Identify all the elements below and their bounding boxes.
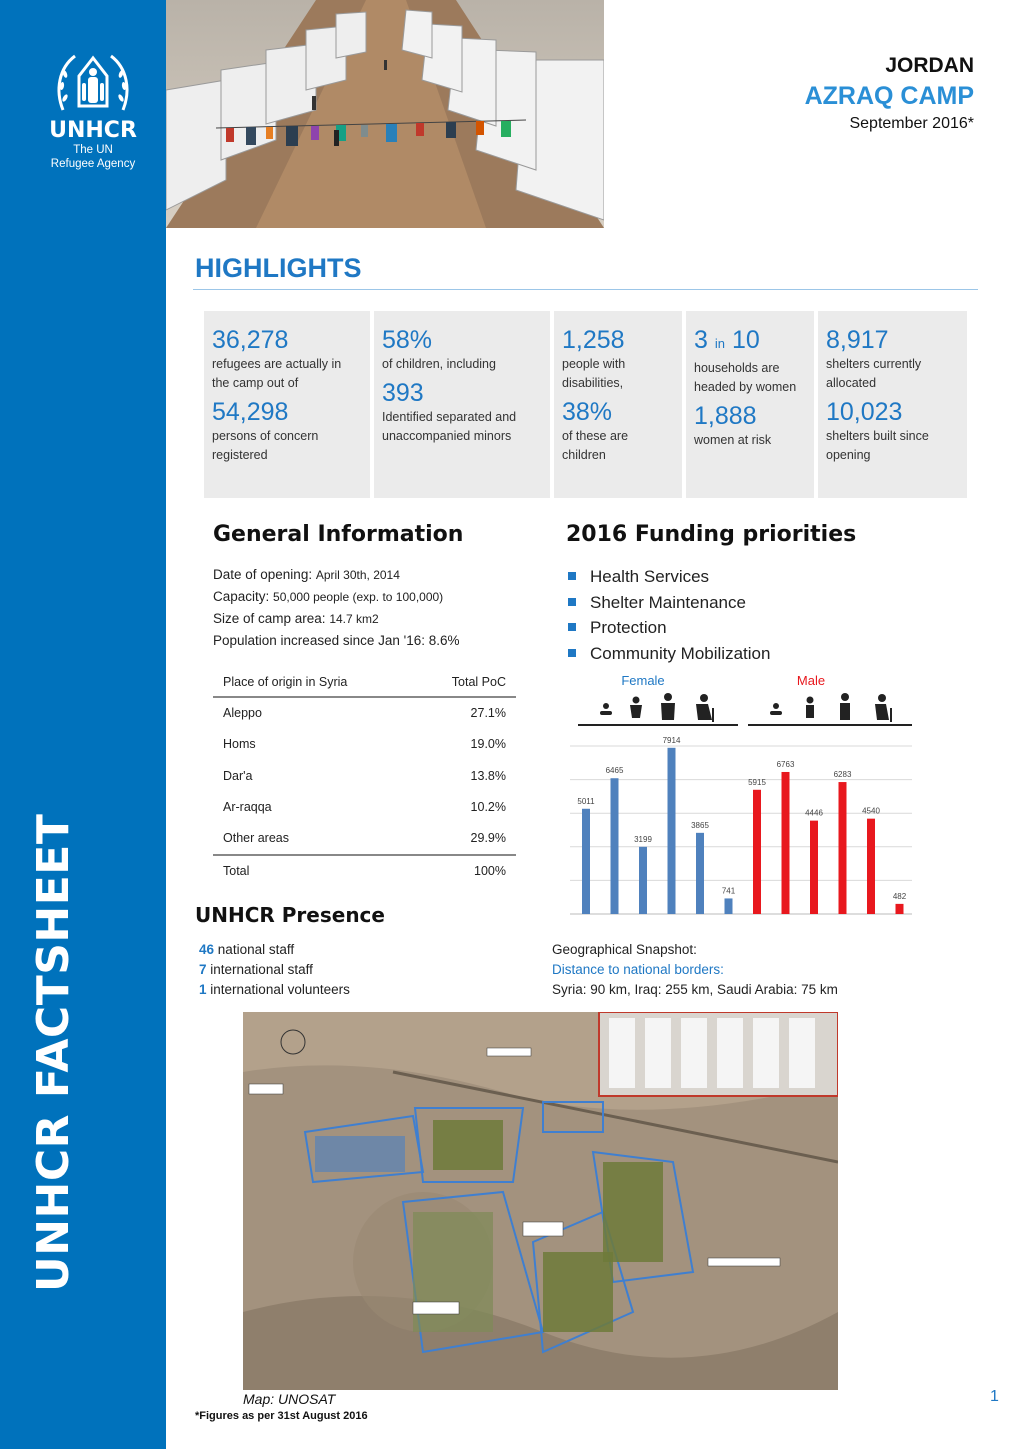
- table-cell-value: 19.0%: [470, 737, 506, 752]
- highlight-box-women: [686, 311, 814, 498]
- table-cell-value: 29.9%: [470, 831, 506, 846]
- chart-bars: [582, 748, 904, 914]
- capacity-row: [213, 586, 460, 608]
- data-label-male-3: 6283: [833, 770, 852, 780]
- presence-label: international staff: [210, 962, 313, 977]
- stat-disabilities-children-percent: 38%: [562, 398, 613, 426]
- stat-refugees-in-camp: 36,278: [212, 326, 289, 354]
- logo-tagline-2: Refugee Agency: [50, 158, 136, 170]
- table-header-row: [213, 672, 516, 697]
- sidebar: [0, 0, 166, 1449]
- logo-text: UNHCR: [49, 118, 137, 143]
- logo-tagline-1: The UN: [73, 144, 113, 156]
- general-info-title: General Information: [213, 522, 464, 547]
- elderly-icon: [696, 694, 714, 722]
- general-info: [213, 564, 460, 651]
- stat-disabilities-label: people with disabilities,: [562, 357, 626, 390]
- child-icon: [630, 697, 642, 719]
- stat-shelters-built: 10,023: [826, 398, 903, 426]
- opening-row: [213, 564, 460, 586]
- highlight-box-refugees: [204, 311, 370, 498]
- presence-label: national staff: [217, 942, 295, 957]
- table-cell-value: 13.8%: [470, 768, 506, 783]
- table-header-total: Total PoC: [413, 672, 516, 697]
- adult-icon: [840, 693, 850, 720]
- male-age-icons: [748, 693, 912, 726]
- list-item: Protection: [568, 615, 770, 641]
- stat-women-at-risk-label: women at risk: [694, 433, 772, 447]
- stat-children-label: of children, including: [382, 357, 496, 371]
- female-age-icons: [578, 693, 738, 726]
- elderly-icon: [875, 694, 892, 722]
- bar-male-0: [753, 790, 761, 914]
- table-cell-place: Aleppo: [223, 706, 262, 721]
- size-value: 14.7 km2: [329, 612, 379, 626]
- data-label-male-0: 5915: [748, 777, 766, 787]
- stat-minors-label: Identified separated and unaccompanied minors: [382, 410, 517, 443]
- camp-title: AZRAQ CAMP: [804, 82, 974, 110]
- table-row: [213, 823, 516, 855]
- stat-women-at-risk: 1,888: [694, 402, 757, 430]
- opening-label: Date of opening:: [213, 567, 313, 582]
- capacity-label: Capacity:: [213, 589, 270, 604]
- bar-male-4: [867, 819, 875, 914]
- highlights-boxes: [204, 311, 967, 498]
- geo-distances: Syria: 90 km, Iraq: 255 km, Saudi Arabia: 75 km: [552, 982, 838, 997]
- stat-shelters-allocated: 8,917: [826, 326, 889, 354]
- size-label: Size of camp area:: [213, 611, 326, 626]
- stat-households-women: [694, 325, 806, 359]
- table-row: [213, 729, 516, 761]
- list-item: [199, 940, 350, 960]
- table-row: [213, 760, 516, 792]
- data-label-female-4: 3865: [691, 820, 709, 830]
- data-label-male-2: 4446: [805, 808, 823, 818]
- table-total-row: [213, 855, 516, 887]
- stat-households-women-label: households are headed by women: [694, 361, 797, 394]
- geo-snapshot: [552, 940, 838, 1000]
- highlight-box-children: [374, 311, 550, 498]
- table-cell-place: Other areas: [223, 831, 290, 846]
- stat-disabilities-children-label: of these are children: [562, 429, 629, 462]
- bar-male-2: [810, 821, 818, 914]
- map-credit: Map: UNOSAT: [243, 1391, 336, 1407]
- data-label-female-3: 7914: [662, 735, 681, 745]
- table-total-label: Total: [213, 855, 413, 887]
- table-row: [213, 697, 516, 729]
- data-label-male-5: 482: [892, 891, 907, 901]
- stat-minors: 393: [382, 379, 424, 407]
- camp-map: [243, 1012, 838, 1390]
- highlights-title: HIGHLIGHTS: [195, 253, 362, 283]
- data-label-male-1: 6763: [776, 759, 795, 769]
- bar-female-3: [668, 748, 676, 914]
- presence-count: 46: [199, 942, 215, 957]
- male-rule: [748, 724, 912, 726]
- size-row: [213, 608, 460, 630]
- bar-male-3: [839, 782, 847, 914]
- list-item: Health Services: [568, 564, 770, 590]
- stat-refugees-in-camp-label: refugees are actually in the camp out of: [212, 357, 342, 390]
- geo-subtitle: Distance to national borders:: [552, 962, 724, 977]
- table-row: [213, 792, 516, 824]
- adult-icon: [661, 693, 675, 720]
- presence-list: [199, 940, 350, 1000]
- list-item: [199, 980, 350, 1000]
- unhcr-emblem-icon: [53, 50, 133, 116]
- infant-icon: [600, 703, 612, 715]
- infant-icon: [770, 703, 782, 715]
- bar-female-0: [582, 809, 590, 914]
- country-title: JORDAN: [885, 54, 974, 77]
- stat-persons-of-concern: 54,298: [212, 398, 289, 426]
- stat-shelters-built-label: shelters built since opening: [826, 429, 929, 462]
- data-label-male-4: 4540: [862, 806, 880, 816]
- page-number: 1: [990, 1388, 999, 1405]
- data-label-female-0: 5011: [577, 796, 595, 806]
- highlight-box-shelters: [818, 311, 967, 498]
- stat-persons-of-concern-label: persons of concern registered: [212, 429, 319, 462]
- presence-count: 7: [199, 962, 207, 977]
- data-label-female-1: 6465: [605, 766, 624, 776]
- hero-photo: [166, 0, 604, 228]
- stat-households-women-num: 3: [694, 326, 708, 354]
- table-cell-value: 10.2%: [470, 800, 506, 815]
- female-rule: [578, 724, 738, 726]
- list-item: Shelter Maintenance: [568, 590, 770, 616]
- child-icon: [806, 697, 814, 719]
- stat-shelters-allocated-label: shelters currently allocated: [826, 357, 922, 390]
- table-cell-place: Ar-raqqa: [223, 800, 272, 815]
- footnote: *Figures as per 31st August 2016: [195, 1410, 368, 1422]
- legend-female: Female: [621, 673, 665, 688]
- stat-disabilities: 1,258: [562, 326, 625, 354]
- population-value: 8.6%: [428, 633, 460, 648]
- population-row: [213, 630, 460, 651]
- funding-title: 2016 Funding priorities: [566, 522, 857, 547]
- bar-female-4: [696, 833, 704, 914]
- demographics-chart: [566, 670, 916, 938]
- bar-male-5: [896, 904, 904, 914]
- population-label: Population increased since Jan '16:: [213, 633, 425, 648]
- bar-female-2: [639, 847, 647, 914]
- opening-value: April 30th, 2014: [315, 568, 400, 582]
- stat-households-women-in: in: [714, 336, 725, 351]
- legend-male: Male: [796, 673, 826, 688]
- list-item: Community Mobilization: [568, 641, 770, 667]
- bar-male-1: [782, 772, 790, 914]
- bar-female-1: [611, 778, 619, 914]
- list-item: [199, 960, 350, 980]
- vertical-title: UNHCR FACTSHEET: [28, 813, 79, 1292]
- table-cell-place: Dar'a: [223, 768, 253, 783]
- presence-count: 1: [199, 982, 207, 997]
- data-label-female-2: 3199: [634, 834, 652, 844]
- stat-households-women-den: 10: [731, 326, 760, 354]
- table-cell-place: Homs: [223, 737, 256, 752]
- highlights-divider: [193, 289, 978, 290]
- presence-title: UNHCR Presence: [195, 903, 385, 927]
- presence-label: international volunteers: [210, 982, 350, 997]
- stat-children-percent: 58%: [382, 326, 433, 354]
- table-total-value: 100%: [413, 855, 516, 887]
- capacity-value: 50,000 people (exp. to 100,000): [273, 590, 444, 604]
- table-cell-value: 27.1%: [470, 706, 506, 721]
- report-date: September 2016*: [849, 115, 974, 132]
- highlight-box-disabilities: [554, 311, 682, 498]
- table-header-place: Place of origin in Syria: [213, 672, 413, 697]
- data-label-female-5: 741: [721, 886, 736, 896]
- origin-table: [213, 672, 516, 886]
- bar-female-5: [725, 898, 733, 914]
- header: [805, 54, 974, 133]
- funding-list: [568, 564, 770, 666]
- chart-labels: [577, 736, 906, 901]
- unhcr-logo: [38, 50, 148, 171]
- geo-title: Geographical Snapshot:: [552, 942, 697, 957]
